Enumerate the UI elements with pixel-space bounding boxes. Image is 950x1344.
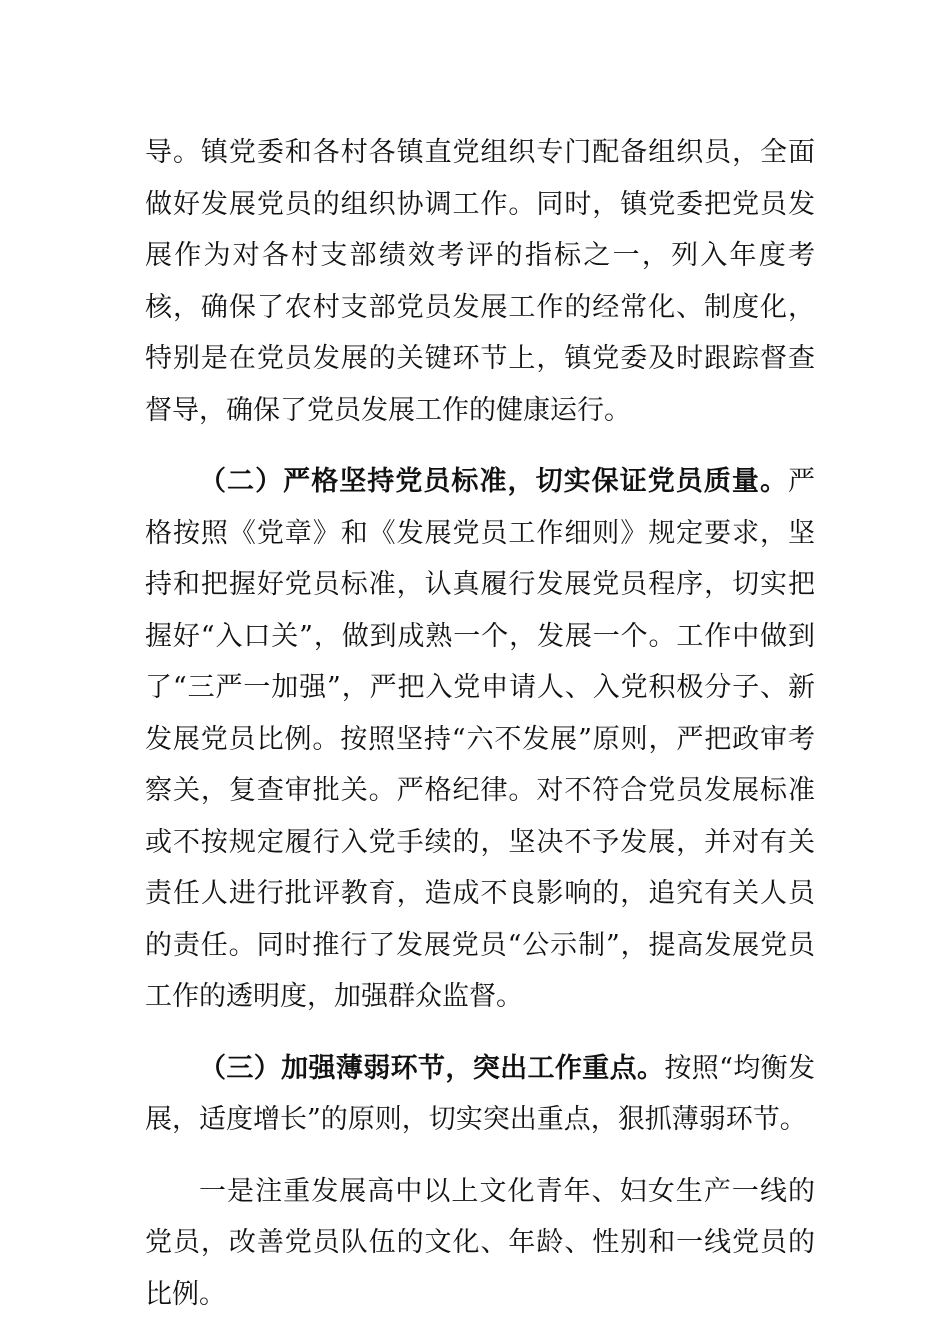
- paragraph-text: 导。镇党委和各村各镇直党组织专门配备组织员，全面做好发展党员的组织协调工作。同时，镇党委把党员发展作为对各村支部绩效考评的指标之一，列入年度考核，确保了农村支部党员发展工作的经常化、制度化，特别是在党员发展的关键环节上，镇党委及时跟踪督查督导，确保了党员发展工作的健康运行。: [145, 137, 815, 426]
- paragraph-section-2: [145, 456, 815, 1023]
- paragraph-section-3: [145, 1043, 815, 1146]
- section-heading: （三）加强薄弱环节，突出工作重点。: [199, 1052, 665, 1084]
- section-heading: （二）严格坚持党员标准，切实保证党员质量。: [199, 466, 788, 497]
- paragraph-text: 一是注重发展高中以上文化青年、妇女生产一线的党员，改善党员队伍的文化、年龄、性别和一线党员的比例。: [145, 1175, 815, 1310]
- paragraph-point-1: [145, 1166, 815, 1321]
- paragraph-text: 按照“均衡发展，适度增长”的原则，切实突出重点，狠抓薄弱环节。: [145, 1052, 815, 1135]
- paragraph-continuation: [145, 127, 815, 436]
- paragraph-text: 严格按照《党章》和《发展党员工作细则》规定要求，坚持和把握好党员标准，认真履行发展党员程序，切实把握好“入口关”，做到成熟一个，发展一个。工作中做到了“三严一加强”，严把入党申请人、入党积极分子、新发展党员比例。按照坚持“六不发展”原则，严把政审考察关，复查审批关。严格纪律。对不符合党员发展标准或不按规定履行入党手续的，坚决不予发展，并对有关责任人进行批评教育，造成不良影响的，追究有关人员的责任。同时推行了发展党员“公示制”，提高发展党员工作的透明度，加强群众监督。: [145, 466, 815, 1012]
- document-body: [145, 127, 815, 1320]
